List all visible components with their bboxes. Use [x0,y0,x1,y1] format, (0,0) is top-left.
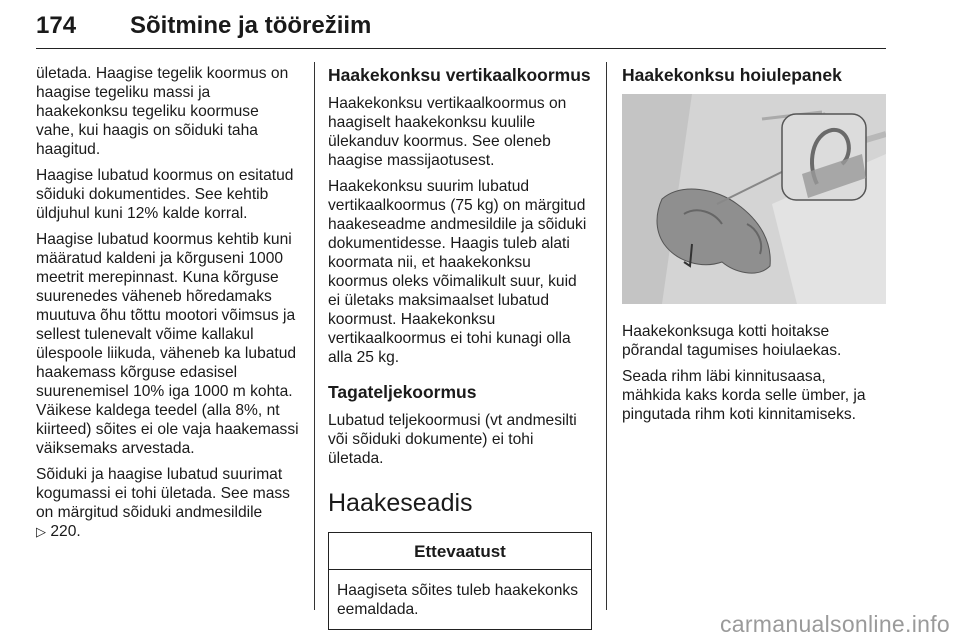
column-right [622,64,886,431]
paragraph: Lubatud teljekoormusi (vt andmesilti või sõiduki dokumente) ei tohi ületada. [328,412,577,467]
column-left [36,64,300,548]
section-title: Sõitmine ja töörežiim [130,12,372,39]
heading-rear-axle-load: Tagateljekoormus [328,382,477,402]
caution-text: Haagiseta sõites tuleb haakekonks eemaldada. [337,582,578,618]
caution-box [328,532,592,630]
paragraph: Haakekonksu suurim lubatud vertikaalkoormus (75 kg) on märgitud haakeseadme andmesildile ja sõiduki dokumentidesse. Haagis tuleb alati koormata nii, et haakekonksu koormus oleks võimalikult suur, kuid ei ületaks maksimaalset lubatud koormust. Haakekonksu vertikaalkoormus ei tohi kunagi olla alla 25 kg. [328,178,587,366]
paragraph: Haakekonksu vertikaalkoormus on haagiselt haakekonksu kuulile ülekanduv koormus. See oleneb haagise massijaotusest. [328,95,567,169]
page-header [36,10,886,49]
column-divider [314,62,315,610]
paragraph-text: Sõiduki ja haagise lubatud suurimat kogumassi ei tohi ületada. See mass on märgitud sõiduki andmesildile [36,466,290,521]
heading-drawbar-load: Haakekonksu vertikaalkoormus [328,65,591,85]
page-reference-icon: ▷ [36,524,46,539]
column-divider [606,62,607,610]
page-reference-link[interactable]: 220. [50,523,81,540]
caution-title: Ettevaatust [329,533,591,570]
watermark: carmanualsonline.info [719,611,950,637]
chapter-heading: Haakeseadis [328,489,473,517]
paragraph: Haagise lubatud koormus on esitatud sõiduki dokumentides. See kehtib üldjuhul kuni 12% kalde korral. [36,167,294,222]
paragraph: Seada rihm läbi kinnitusaasa, mähkida kaks korda selle ümber, ja pingutada rihm koti kinnitamiseks. [622,368,866,423]
paragraph-with-xref [36,465,300,541]
towbar-storage-illustration [622,94,886,304]
heading-storage: Haakekonksu hoiulepanek [622,65,842,85]
paragraph: Haagise lubatud koormus kehtib kuni määratud kaldeni ja kõrguseni 1000 meetrit merepinnast. Kuna kõrguse suurenedes väheneb hõredamaks muutuva õhu tõttu mootori võimsus ja sellest tulenevalt võime kallakul ülespoole liikuda, väheneb ka lubatud haakemass kõrguse edasisel suurenemisel 10% iga 1000 m kohta. Väikese kaldega teedel (alla 8%, nt kiirteed) sõites ei ole vaja haakemassi väiksemaks arvestada. [36,231,299,457]
page-number: 174 [36,12,77,39]
column-middle [328,64,592,630]
paragraph: ületada. Haagise tegelik koormus on haagise tegeliku massi ja haakekonksu tegeliku koormuse vahe, kui haagis on sõiduki taha haagitud. [36,65,289,158]
paragraph: Haakekonksuga kotti hoitakse põrandal tagumises hoiulaekas. [622,323,842,359]
